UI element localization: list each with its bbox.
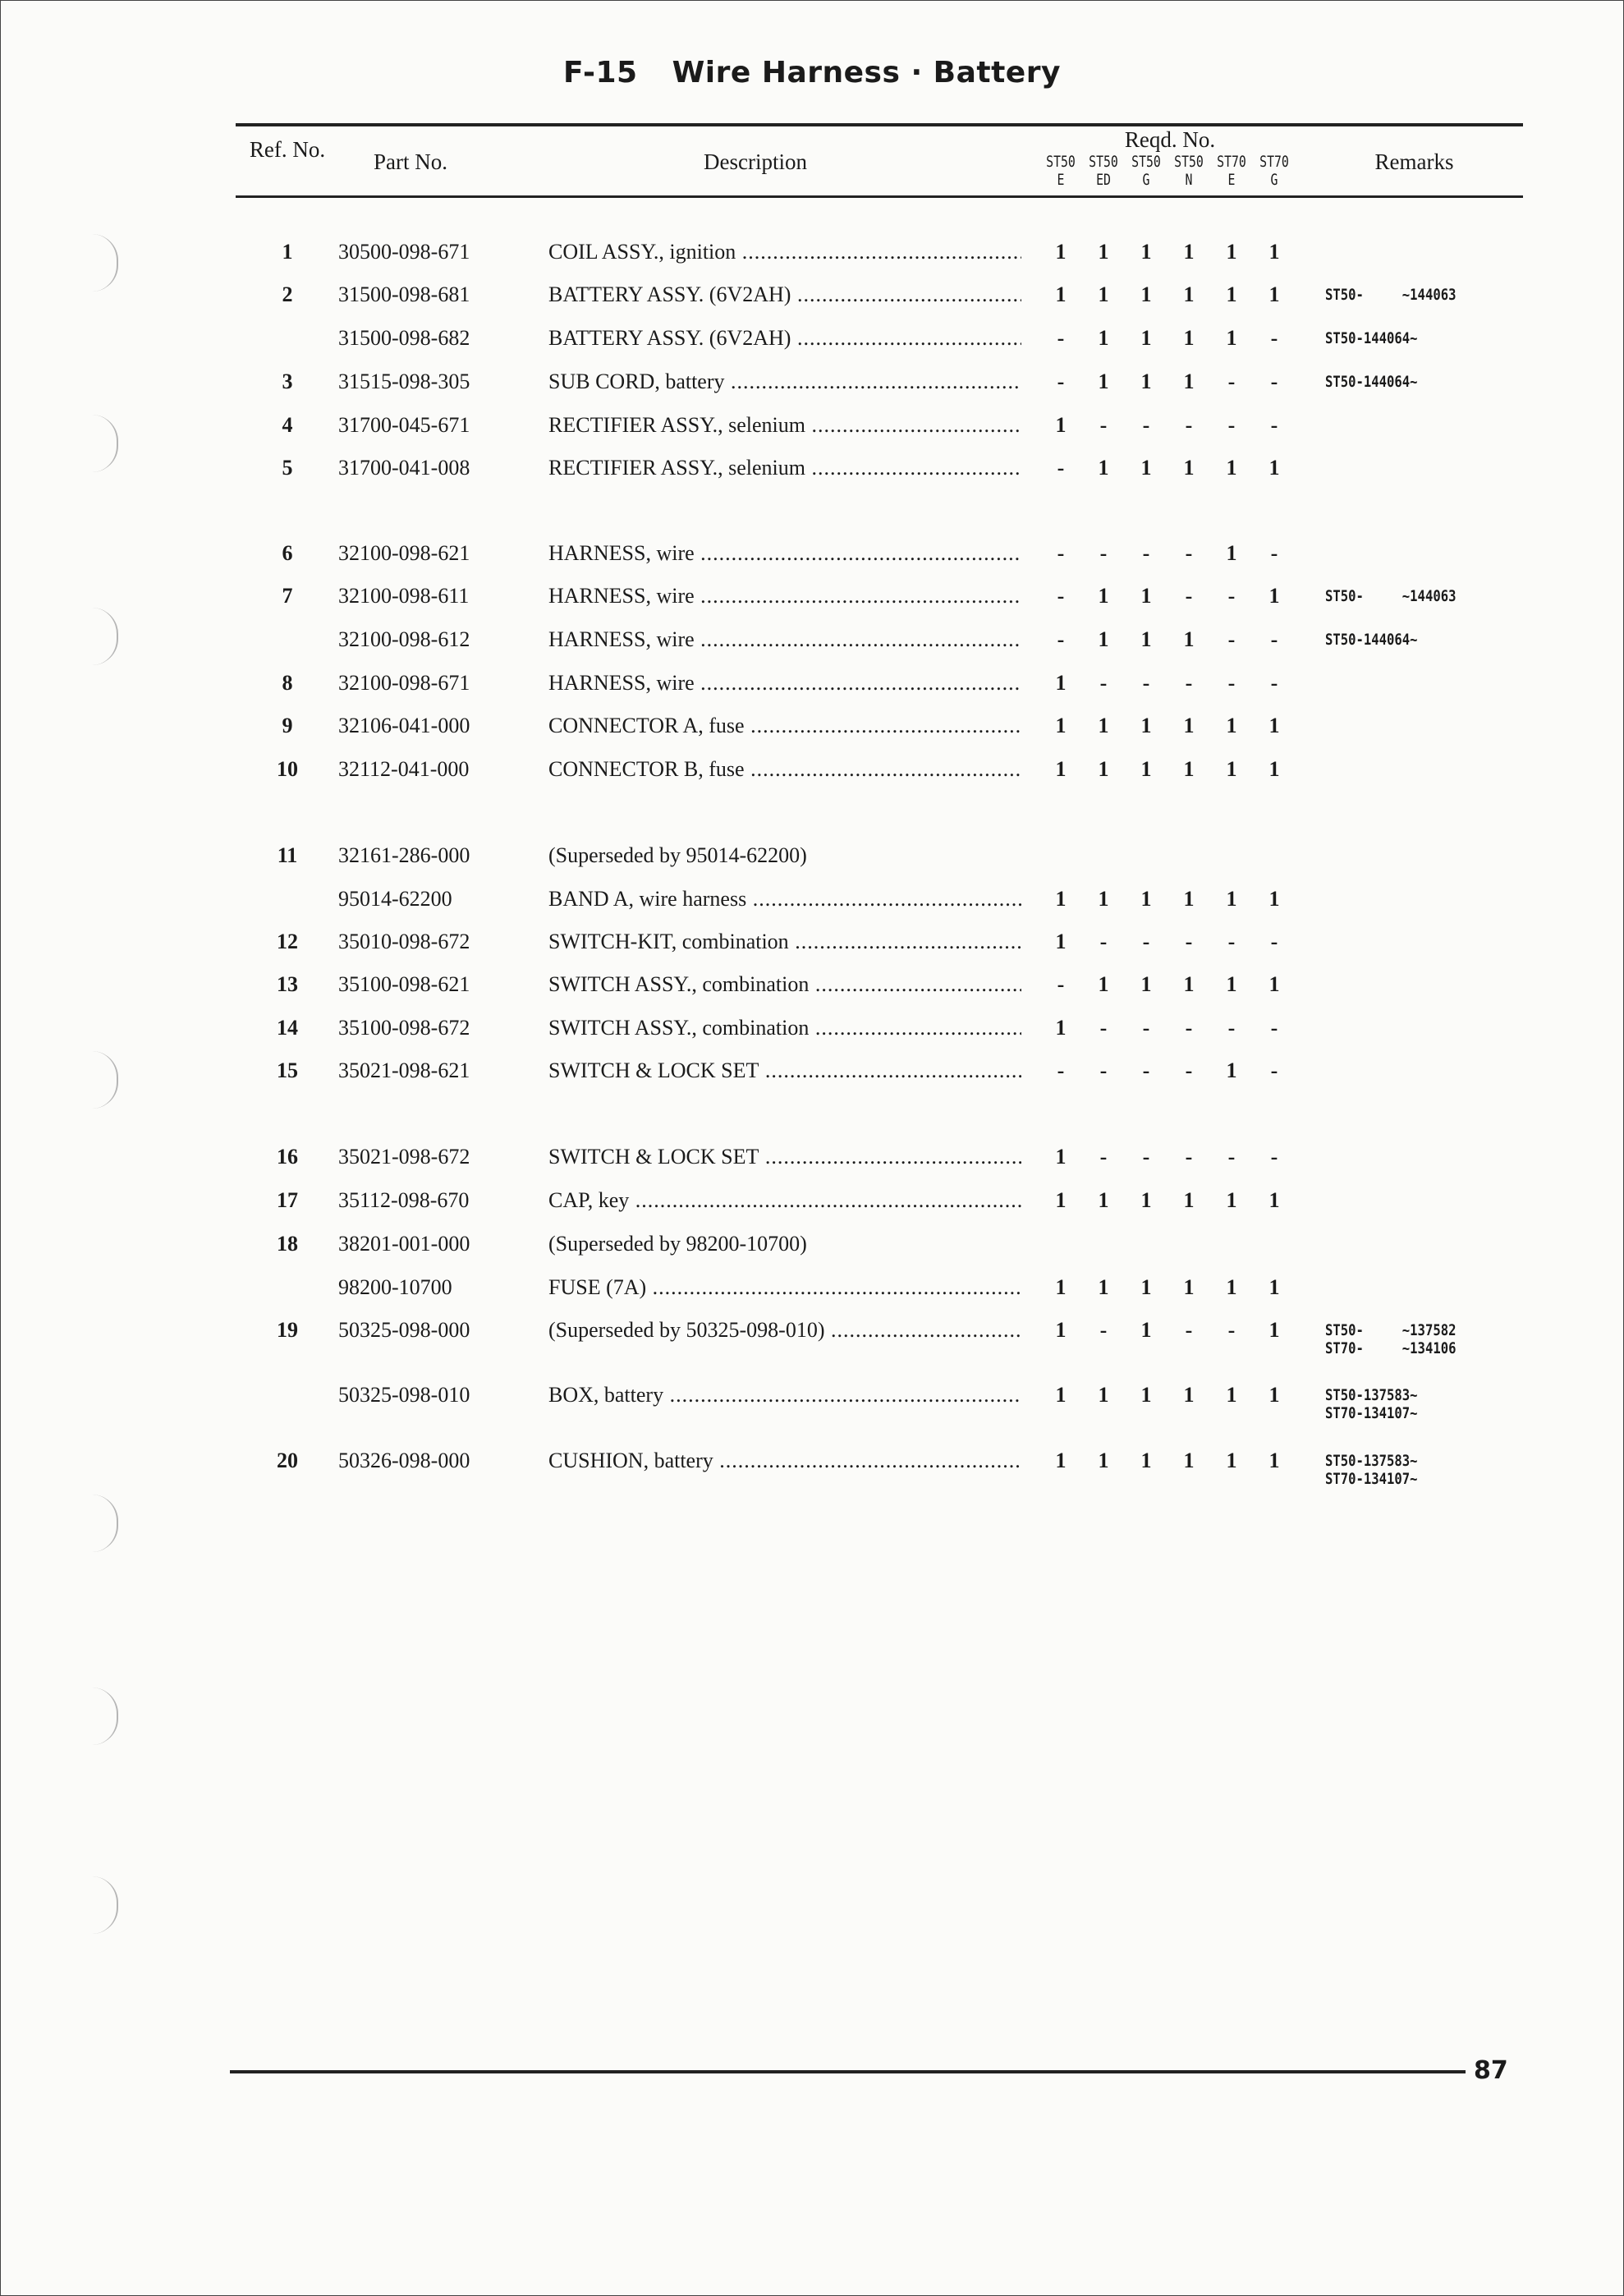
required-quantity: 1 <box>1183 627 1195 651</box>
ref-number: 8 <box>282 671 293 695</box>
required-quantity: - <box>1099 1318 1108 1342</box>
part-description: RECTIFIER ASSY., selenium ..... <box>548 456 1021 480</box>
required-quantity: - <box>1270 627 1278 651</box>
remarks: ST50-144064~ <box>1325 631 1418 649</box>
ref-number: 17 <box>277 1188 298 1212</box>
required-quantity: 1 <box>1268 714 1280 737</box>
part-number: 50325-098-000 <box>338 1318 470 1342</box>
table-row <box>0 370 1624 402</box>
required-quantity: - <box>1057 326 1065 350</box>
table-row <box>0 1016 1624 1049</box>
part-number: 50325-098-010 <box>338 1383 470 1407</box>
table-row <box>0 757 1624 790</box>
part-number: 32112-041-000 <box>338 757 470 781</box>
required-quantity: - <box>1057 972 1065 996</box>
required-quantity: 1 <box>1140 757 1152 781</box>
required-quantity: 1 <box>1055 1016 1067 1040</box>
page-title <box>0 56 1624 90</box>
required-quantity: 1 <box>1140 887 1152 911</box>
table-row <box>0 1188 1624 1221</box>
required-quantity: - <box>1185 671 1193 695</box>
required-quantity: 1 <box>1183 456 1195 480</box>
required-quantity: 1 <box>1268 1275 1280 1299</box>
required-quantity: 1 <box>1140 1318 1152 1342</box>
required-quantity: 1 <box>1268 240 1280 264</box>
table-row <box>0 240 1624 273</box>
required-quantity: 1 <box>1226 282 1237 306</box>
required-quantity: - <box>1270 1058 1278 1082</box>
required-quantity: 1 <box>1226 887 1237 911</box>
table-row <box>0 627 1624 660</box>
required-quantity: 1 <box>1098 714 1109 737</box>
part-description: CONNECTOR B, fuse ..... <box>548 757 1021 782</box>
required-quantity: - <box>1185 541 1193 565</box>
required-quantity: 1 <box>1140 370 1152 393</box>
required-quantity: 1 <box>1140 1449 1152 1472</box>
part-number: 35112-098-670 <box>338 1188 470 1212</box>
required-quantity: - <box>1099 1058 1108 1082</box>
part-description: CAP, key ..... <box>548 1188 1021 1213</box>
figure-number: F-15 <box>563 56 638 90</box>
required-quantity: 1 <box>1226 1188 1237 1212</box>
remarks: ST50-137583~ ST70-134107~ <box>1325 1452 1418 1488</box>
required-quantity: 1 <box>1226 1383 1237 1407</box>
required-quantity: 1 <box>1183 240 1195 264</box>
table-row <box>0 1383 1624 1422</box>
part-description: HARNESS, wire ..... <box>548 584 1021 608</box>
part-description: SWITCH ASSY., combination ..... <box>548 1016 1021 1040</box>
required-quantity: 1 <box>1268 1188 1280 1212</box>
required-quantity: 1 <box>1098 584 1109 608</box>
required-quantity: 1 <box>1183 1275 1195 1299</box>
required-quantity: - <box>1227 584 1236 608</box>
table-row <box>0 584 1624 617</box>
part-number: 95014-62200 <box>338 887 452 911</box>
required-quantity: 1 <box>1183 757 1195 781</box>
part-number: 98200-10700 <box>338 1275 452 1299</box>
part-number: 35100-098-672 <box>338 1016 470 1040</box>
table-header-rule <box>236 195 1523 198</box>
part-number: 35021-098-672 <box>338 1145 470 1169</box>
part-description: CUSHION, battery ..... <box>548 1449 1021 1473</box>
required-quantity: 1 <box>1055 240 1067 264</box>
ref-number: 4 <box>282 413 293 437</box>
required-quantity: 1 <box>1055 413 1067 437</box>
table-row <box>0 887 1624 920</box>
column-header-ref: Ref. No. <box>249 137 326 162</box>
table-row <box>0 456 1624 489</box>
required-quantity: - <box>1185 1318 1193 1342</box>
model-variant: N <box>1185 171 1193 189</box>
required-quantity: 1 <box>1226 326 1237 350</box>
required-quantity: 1 <box>1098 757 1109 781</box>
required-quantity: - <box>1057 1058 1065 1082</box>
part-number: 31515-098-305 <box>338 370 470 393</box>
required-quantity: 1 <box>1140 1188 1152 1212</box>
ref-number: 15 <box>277 1058 298 1082</box>
part-description: (Superseded by 95014-62200) <box>548 843 807 867</box>
required-quantity: - <box>1227 671 1236 695</box>
required-quantity: - <box>1270 413 1278 437</box>
part-description: SWITCH & LOCK SET ..... <box>548 1145 1021 1169</box>
ref-number: 19 <box>277 1318 298 1342</box>
required-quantity: - <box>1227 627 1236 651</box>
part-number: 31500-098-682 <box>338 326 470 350</box>
table-row <box>0 1449 1624 1488</box>
table-top-rule <box>236 123 1523 126</box>
part-description: BOX, battery ..... <box>548 1383 1021 1407</box>
ref-number: 14 <box>277 1016 298 1040</box>
required-quantity: 1 <box>1055 282 1067 306</box>
part-description: RECTIFIER ASSY., selenium ..... <box>548 413 1021 438</box>
required-quantity: 1 <box>1098 972 1109 996</box>
part-description: SWITCH ASSY., combination ..... <box>548 972 1021 997</box>
part-number: 31500-098-681 <box>338 282 470 306</box>
required-quantity: - <box>1270 1145 1278 1169</box>
required-quantity: 1 <box>1268 456 1280 480</box>
part-description: SWITCH-KIT, combination ..... <box>548 930 1021 954</box>
required-quantity: - <box>1142 930 1150 953</box>
required-quantity: - <box>1270 930 1278 953</box>
part-number: 32106-041-000 <box>338 714 470 737</box>
ref-number: 2 <box>282 282 293 306</box>
ref-number: 9 <box>282 714 293 737</box>
part-number: 32161-286-000 <box>338 843 470 867</box>
required-quantity: 1 <box>1183 887 1195 911</box>
required-quantity: 1 <box>1098 1188 1109 1212</box>
required-quantity: 1 <box>1140 714 1152 737</box>
part-number: 32100-098-621 <box>338 541 470 565</box>
required-quantity: - <box>1057 627 1065 651</box>
required-quantity: - <box>1227 413 1236 437</box>
required-quantity: - <box>1142 1016 1150 1040</box>
required-quantity: - <box>1057 370 1065 393</box>
ref-number: 20 <box>277 1449 298 1472</box>
table-row <box>0 972 1624 1005</box>
required-quantity: - <box>1185 1058 1193 1082</box>
required-quantity: - <box>1227 1145 1236 1169</box>
required-quantity: 1 <box>1226 972 1237 996</box>
required-quantity: 1 <box>1226 240 1237 264</box>
part-description: SWITCH & LOCK SET ..... <box>548 1058 1021 1083</box>
required-quantity: - <box>1099 930 1108 953</box>
ref-number: 3 <box>282 370 293 393</box>
required-quantity: 1 <box>1183 326 1195 350</box>
table-row <box>0 843 1624 876</box>
remarks: ST50- ~137582 ST70- ~134106 <box>1325 1321 1457 1357</box>
required-quantity: 1 <box>1183 1449 1195 1472</box>
remarks: ST50-144064~ <box>1325 329 1418 347</box>
required-quantity: - <box>1142 1145 1150 1169</box>
required-quantity: - <box>1227 1318 1236 1342</box>
ref-number: 10 <box>277 757 298 781</box>
required-quantity: 1 <box>1098 887 1109 911</box>
part-description: FUSE (7A) ..... <box>548 1275 1021 1300</box>
model-name: ST50 <box>1174 153 1204 171</box>
model-variant: E <box>1057 171 1065 189</box>
required-quantity: 1 <box>1055 1275 1067 1299</box>
ref-number: 16 <box>277 1145 298 1169</box>
ref-number: 13 <box>277 972 298 996</box>
part-number: 50326-098-000 <box>338 1449 470 1472</box>
required-quantity: - <box>1057 541 1065 565</box>
ref-number: 12 <box>277 930 298 953</box>
part-number: 35010-098-672 <box>338 930 470 953</box>
part-description: HARNESS, wire ..... <box>548 671 1021 696</box>
required-quantity: 1 <box>1140 282 1152 306</box>
required-quantity: 1 <box>1140 584 1152 608</box>
required-quantity: 1 <box>1098 326 1109 350</box>
part-description: SUB CORD, battery ..... <box>548 370 1021 394</box>
required-quantity: 1 <box>1140 627 1152 651</box>
required-quantity: 1 <box>1268 584 1280 608</box>
model-name: ST50 <box>1131 153 1161 171</box>
table-row <box>0 930 1624 962</box>
model-variant: ED <box>1096 171 1111 189</box>
part-number: 30500-098-671 <box>338 240 470 264</box>
required-quantity: 1 <box>1226 1275 1237 1299</box>
required-quantity: 1 <box>1268 1449 1280 1472</box>
required-quantity: 1 <box>1098 240 1109 264</box>
required-quantity: 1 <box>1098 456 1109 480</box>
remarks: ST50-144064~ <box>1325 373 1418 391</box>
table-row <box>0 1232 1624 1265</box>
required-quantity: - <box>1057 456 1065 480</box>
model-variant: E <box>1227 171 1236 189</box>
required-quantity: 1 <box>1226 1058 1237 1082</box>
required-quantity: - <box>1227 370 1236 393</box>
required-quantity: 1 <box>1098 282 1109 306</box>
remarks: ST50-137583~ ST70-134107~ <box>1325 1386 1418 1422</box>
footer-rule <box>230 2070 1466 2073</box>
column-header-part: Part No. <box>374 149 447 174</box>
required-quantity: - <box>1185 930 1193 953</box>
required-quantity: 1 <box>1226 541 1237 565</box>
column-header-description: Description <box>704 149 807 174</box>
part-number: 31700-041-008 <box>338 456 470 480</box>
part-number: 31700-045-671 <box>338 413 470 437</box>
required-quantity: 1 <box>1268 282 1280 306</box>
required-quantity: 1 <box>1055 757 1067 781</box>
part-description: COIL ASSY., ignition ..... <box>548 240 1021 264</box>
required-quantity: 1 <box>1140 972 1152 996</box>
section-title: Wire Harness · Battery <box>672 56 1061 90</box>
ref-number: 7 <box>282 584 293 608</box>
required-quantity: 1 <box>1098 1275 1109 1299</box>
part-number: 32100-098-611 <box>338 584 470 608</box>
required-quantity: - <box>1099 671 1108 695</box>
part-description: BATTERY ASSY. (6V2AH) ..... <box>548 326 1021 351</box>
required-quantity: 1 <box>1183 1188 1195 1212</box>
ref-number: 1 <box>282 240 293 264</box>
required-quantity: - <box>1185 413 1193 437</box>
column-header-remarks: Remarks <box>1374 149 1454 174</box>
part-number: 32100-098-671 <box>338 671 470 695</box>
remarks: ST50- ~144063 <box>1325 587 1457 605</box>
part-number: 35021-098-621 <box>338 1058 470 1082</box>
model-name: ST70 <box>1217 153 1246 171</box>
required-quantity: 1 <box>1226 456 1237 480</box>
required-quantity: 1 <box>1098 1449 1109 1472</box>
required-quantity: 1 <box>1268 1383 1280 1407</box>
required-quantity: 1 <box>1140 456 1152 480</box>
required-quantity: 1 <box>1183 972 1195 996</box>
required-quantity: 1 <box>1055 671 1067 695</box>
required-quantity: - <box>1270 541 1278 565</box>
required-quantity: - <box>1185 584 1193 608</box>
required-quantity: - <box>1227 930 1236 953</box>
required-quantity: 1 <box>1183 282 1195 306</box>
part-number: 32100-098-612 <box>338 627 470 651</box>
required-quantity: 1 <box>1055 1449 1067 1472</box>
part-description: BAND A, wire harness ..... <box>548 887 1021 912</box>
required-quantity: 1 <box>1268 887 1280 911</box>
required-quantity: - <box>1057 584 1065 608</box>
table-row <box>0 541 1624 574</box>
required-quantity: 1 <box>1140 326 1152 350</box>
required-quantity: 1 <box>1226 1449 1237 1472</box>
table-row <box>0 671 1624 704</box>
required-quantity: - <box>1270 326 1278 350</box>
required-quantity: - <box>1227 1016 1236 1040</box>
table-row <box>0 1275 1624 1308</box>
required-quantity: 1 <box>1055 1145 1067 1169</box>
model-variant: G <box>1270 171 1278 189</box>
table-row <box>0 413 1624 446</box>
required-quantity: 1 <box>1098 1383 1109 1407</box>
required-quantity: - <box>1142 541 1150 565</box>
required-quantity: 1 <box>1140 240 1152 264</box>
model-name: ST50 <box>1089 153 1118 171</box>
required-quantity: 1 <box>1055 1383 1067 1407</box>
table-row <box>0 1145 1624 1178</box>
required-quantity: - <box>1099 1145 1108 1169</box>
part-description: HARNESS, wire ..... <box>548 541 1021 566</box>
part-description: BATTERY ASSY. (6V2AH) ..... <box>548 282 1021 307</box>
required-quantity: - <box>1270 1016 1278 1040</box>
required-quantity: 1 <box>1140 1275 1152 1299</box>
required-quantity: - <box>1142 1058 1150 1082</box>
required-quantity: 1 <box>1055 1188 1067 1212</box>
required-quantity: 1 <box>1055 887 1067 911</box>
required-quantity: 1 <box>1268 757 1280 781</box>
column-header-reqd: Reqd. No. <box>1124 127 1216 152</box>
required-quantity: - <box>1099 413 1108 437</box>
required-quantity: 1 <box>1183 1383 1195 1407</box>
required-quantity: 1 <box>1098 370 1109 393</box>
required-quantity: 1 <box>1268 1318 1280 1342</box>
required-quantity: - <box>1099 1016 1108 1040</box>
required-quantity: - <box>1185 1016 1193 1040</box>
required-quantity: 1 <box>1055 930 1067 953</box>
table-row <box>0 326 1624 359</box>
part-description: HARNESS, wire ..... <box>548 627 1021 652</box>
ref-number: 6 <box>282 541 293 565</box>
part-number: 35100-098-621 <box>338 972 470 996</box>
required-quantity: 1 <box>1226 714 1237 737</box>
required-quantity: 1 <box>1268 972 1280 996</box>
required-quantity: - <box>1099 541 1108 565</box>
required-quantity: 1 <box>1226 757 1237 781</box>
required-quantity: - <box>1142 671 1150 695</box>
part-description: (Superseded by 98200-10700) <box>548 1232 807 1256</box>
table-row <box>0 714 1624 746</box>
required-quantity: 1 <box>1183 370 1195 393</box>
part-description: CONNECTOR A, fuse ..... <box>548 714 1021 738</box>
table-row <box>0 1058 1624 1091</box>
model-name: ST70 <box>1259 153 1289 171</box>
table-row <box>0 1318 1624 1357</box>
ref-number: 5 <box>282 456 293 480</box>
required-quantity: - <box>1270 671 1278 695</box>
required-quantity: 1 <box>1140 1383 1152 1407</box>
required-quantity: 1 <box>1055 714 1067 737</box>
page-number: 87 <box>1474 2056 1508 2085</box>
table-row <box>0 282 1624 315</box>
part-description: (Superseded by 50325-098-010) ..... <box>548 1318 1021 1343</box>
ref-number: 11 <box>277 843 298 867</box>
part-number: 38201-001-000 <box>338 1232 470 1256</box>
required-quantity: 1 <box>1183 714 1195 737</box>
model-name: ST50 <box>1046 153 1076 171</box>
ref-number: 18 <box>277 1232 298 1256</box>
required-quantity: - <box>1185 1145 1193 1169</box>
required-quantity: 1 <box>1098 627 1109 651</box>
required-quantity: 1 <box>1055 1318 1067 1342</box>
remarks: ST50- ~144063 <box>1325 286 1457 304</box>
required-quantity: - <box>1142 413 1150 437</box>
required-quantity: - <box>1270 370 1278 393</box>
model-variant: G <box>1142 171 1150 189</box>
